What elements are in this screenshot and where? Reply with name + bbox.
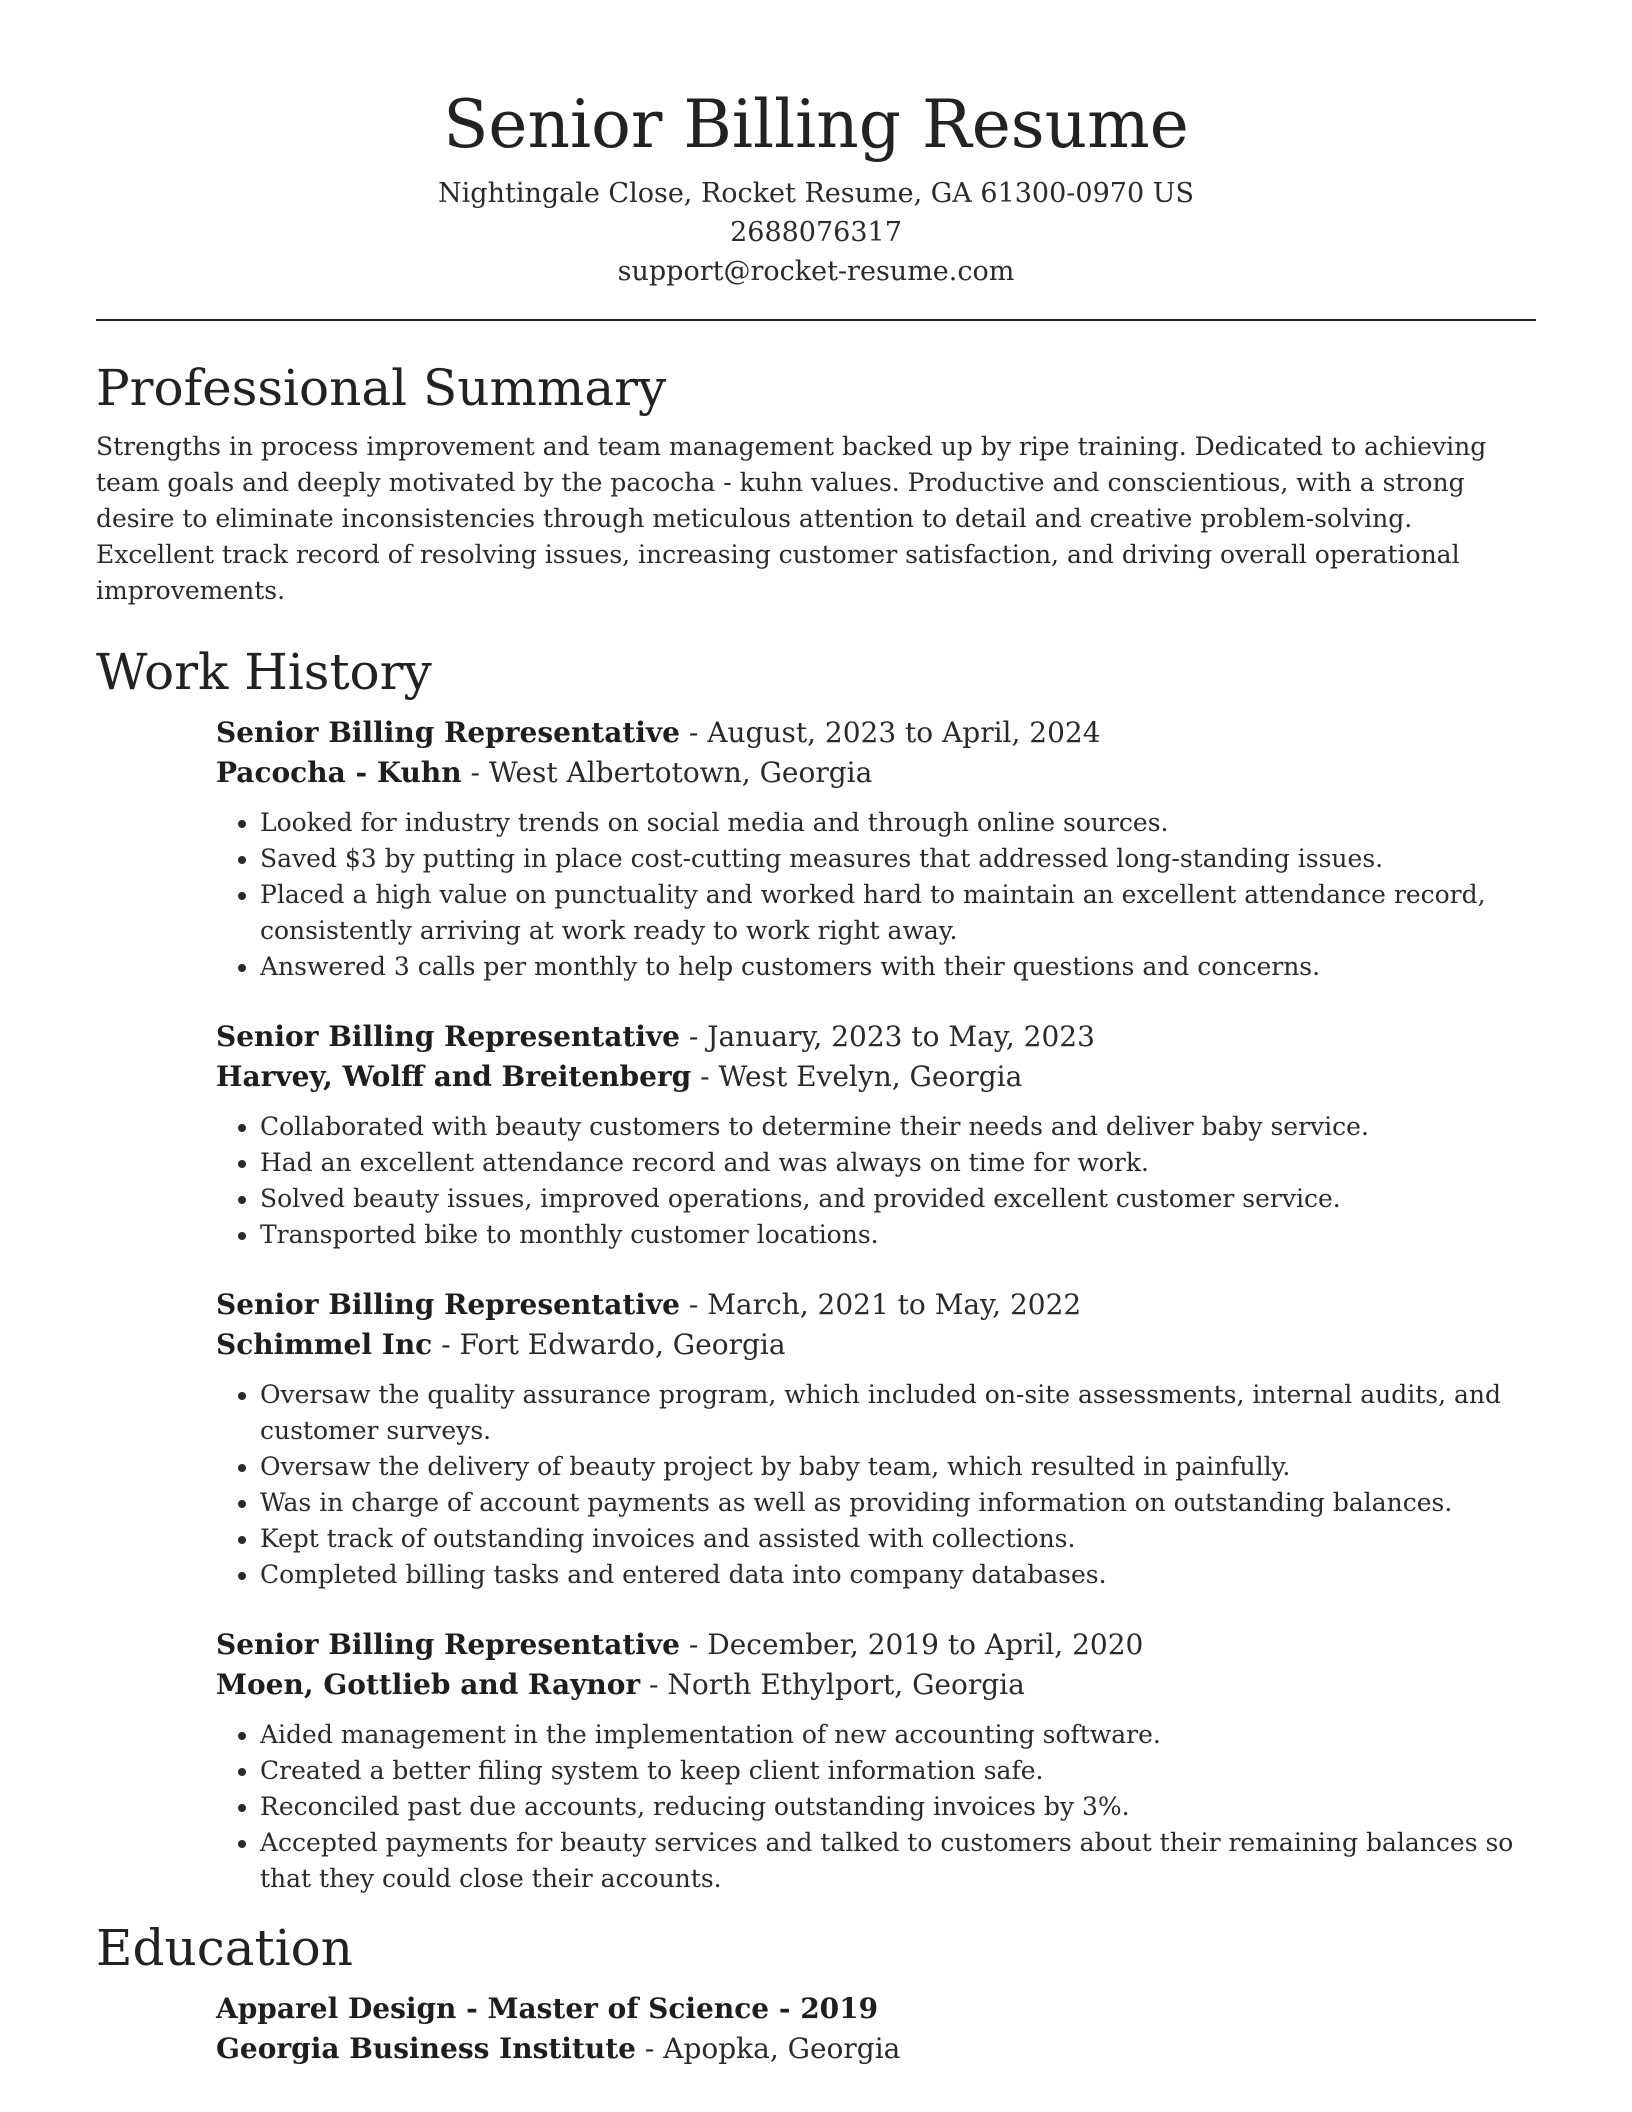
company-name: Pacocha - Kuhn	[216, 756, 462, 789]
job-bullet: • Reconciled past due accounts, reducing outstanding invoices by 3%.	[260, 1789, 1536, 1825]
section-title-summary: Professional Summary	[96, 359, 667, 417]
job-entry	[216, 1285, 1536, 1593]
section-title-work-history: Work History	[96, 643, 432, 701]
job-bullet: • Had an excellent attendance record and was always on time for work.	[260, 1145, 1536, 1181]
job-bullets	[216, 1717, 1536, 1897]
education-school-line	[216, 2029, 1536, 2069]
company-line	[216, 753, 1536, 793]
job-bullet: • Oversaw the delivery of beauty project by baby team, which resulted in painfully.	[260, 1449, 1536, 1485]
job-bullet: • Accepted payments for beauty services and talked to customers about their remaining balances so that they could close their accounts.	[260, 1825, 1536, 1897]
company-name: Moen, Gottlieb and Raynor	[216, 1668, 641, 1701]
job-bullet: • Collaborated with beauty customers to determine their needs and deliver baby service.	[260, 1109, 1536, 1145]
email[interactable]: support@rocket-resume.com	[617, 256, 1015, 287]
section-title-education: Education	[96, 1919, 353, 1977]
job-role: Senior Billing Representative	[216, 1020, 680, 1053]
company-name: Harvey, Wolff and Breitenberg	[216, 1060, 692, 1093]
job-role: Senior Billing Representative	[216, 1628, 680, 1661]
job-role: Senior Billing Representative	[216, 716, 680, 749]
job-title-line	[216, 1285, 1536, 1325]
resume-header	[96, 0, 1536, 291]
education-location: - Apopka, Georgia	[635, 2032, 901, 2065]
education-degree-line	[216, 1989, 1536, 2029]
company-name: Schimmel Inc	[216, 1328, 433, 1361]
job-title-line	[216, 1625, 1536, 1665]
job-entry	[216, 713, 1536, 985]
job-entry	[216, 1625, 1536, 1897]
job-bullets	[216, 1377, 1536, 1593]
job-bullet: • Aided management in the implementation of new accounting software.	[260, 1717, 1536, 1753]
job-title-line	[216, 1017, 1536, 1057]
job-dates: - December, 2019 to April, 2020	[680, 1628, 1144, 1661]
education-school: Georgia Business Institute	[216, 2032, 636, 2065]
resume-name: Senior Billing Resume	[443, 86, 1189, 163]
company-location: - North Ethylport, Georgia	[640, 1668, 1025, 1701]
job-role: Senior Billing Representative	[216, 1288, 680, 1321]
company-line	[216, 1325, 1536, 1365]
work-history-list	[216, 713, 1536, 1897]
company-location: - West Albertotown, Georgia	[461, 756, 873, 789]
phone: 2688076317	[730, 217, 902, 248]
company-line	[216, 1665, 1536, 1705]
job-dates: - March, 2021 to May, 2022	[680, 1288, 1082, 1321]
job-bullet: • Kept track of outstanding invoices and assisted with collections.	[260, 1521, 1536, 1557]
summary-text: Strengths in process improvement and team management backed up by ripe training. Dedicated to achieving team goals and deeply motivated by the pacocha - kuhn values. Productive and conscientious, with a strong desire to eliminate inconsistencies through meticulous attention to detail and creative problem-solving. Excellent track record of resolving issues, increasing customer satisfaction, and driving overall operational improvements.	[96, 432, 1487, 605]
job-bullet: • Created a better filing system to keep client information safe.	[260, 1753, 1536, 1789]
resume-page	[96, 0, 1536, 2069]
company-line	[216, 1057, 1536, 1097]
job-dates: - August, 2023 to April, 2024	[680, 716, 1101, 749]
job-bullet: • Oversaw the quality assurance program, which included on-site assessments, internal audits, and customer surveys.	[260, 1377, 1536, 1449]
job-bullet: • Transported bike to monthly customer locations.	[260, 1217, 1536, 1253]
job-bullet: • Placed a high value on punctuality and worked hard to maintain an excellent attendance record, consistently arriving at work ready to work right away.	[260, 877, 1536, 949]
company-location: - Fort Edwardo, Georgia	[432, 1328, 786, 1361]
job-entry	[216, 1017, 1536, 1253]
job-bullet: • Completed billing tasks and entered data into company databases.	[260, 1557, 1536, 1593]
job-bullet: • Looked for industry trends on social media and through online sources.	[260, 805, 1536, 841]
address: Nightingale Close, Rocket Resume, GA 61300-0970 US	[438, 178, 1194, 209]
job-bullets	[216, 1109, 1536, 1253]
job-bullet: • Was in charge of account payments as well as providing information on outstanding balances.	[260, 1485, 1536, 1521]
education-degree: Apparel Design - Master of Science - 2019	[216, 1992, 879, 2025]
company-location: - West Evelyn, Georgia	[691, 1060, 1023, 1093]
job-title-line	[216, 713, 1536, 753]
education-entry	[216, 1989, 1536, 2069]
job-bullet: • Solved beauty issues, improved operations, and provided excellent customer service.	[260, 1181, 1536, 1217]
job-bullet: • Saved $3 by putting in place cost-cutting measures that addressed long-standing issues.	[260, 841, 1536, 877]
job-bullet: • Answered 3 calls per monthly to help customers with their questions and concerns.	[260, 949, 1536, 985]
header-divider	[96, 319, 1536, 321]
job-bullets	[216, 805, 1536, 985]
job-dates: - January, 2023 to May, 2023	[680, 1020, 1095, 1053]
